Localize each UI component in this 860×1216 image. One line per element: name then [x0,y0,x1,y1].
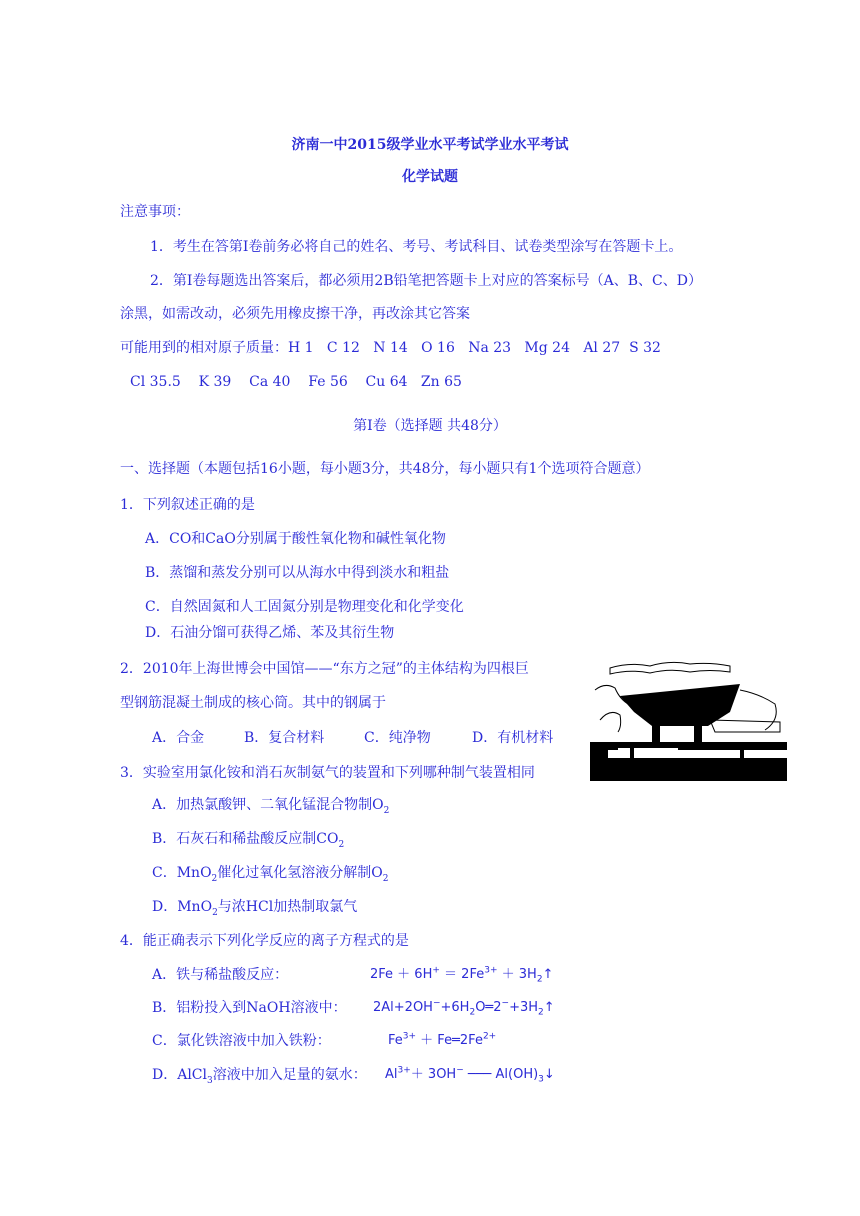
q4-option-a: A．铁与稀盐酸反应： [152,967,289,983]
atomic-mass-line-1: 可能用到的相对原子质量：H 1 C 12 N 14 O 16 Na 23 Mg 24 Al 27 S 32 [120,340,661,356]
notice-heading: 注意事项： [120,204,190,220]
q1-option-b: B．蒸馏和蒸发分别可以从海水中得到淡水和粗盐 [145,565,450,581]
q4-stem: 4．能正确表示下列化学反应的离子方程式的是 [120,933,409,949]
q3-stem: 3．实验室用氯化铵和消石灰制氨气的装置和下列哪种制气装置相同 [120,765,535,781]
notice-item-1: 1．考生在答第Ⅰ卷前务必将自己的姓名、考号、考试科目、试卷类型涂写在答题卡上。 [150,239,683,255]
q4-a-equation: $2Fe + 6H^+ = 2Fe^{3+}$ ＋ $3H_2↑$ [370,965,554,985]
q2-option-b: B．复合材料 [244,730,325,746]
q3-option-c: C．MnO$_2$催化过氧化氢溶液分解制$O_2$ [152,865,389,884]
atomic-mass-line-2: Cl 35.5 K 39 Ca 40 Fe 56 Cu 64 Zn 65 [130,374,462,390]
q3-option-b: B．石灰石和稀盐酸反应制$CO_2$ [152,831,345,850]
q2-option-a: A．合金 [152,730,205,746]
section-heading: 一、选择题（本题包括16小题，每小题3分，共48分，每小题只有1个选项符合题意） [120,461,650,477]
q3-option-d: D．MnO$_2$与浓HCl加热制取氯气 [152,899,358,918]
notice-item-2-cont: 涂黑，如需改动，必须先用橡皮擦干净，再改涂其它答案 [120,306,470,322]
q4-option-b: B．铝粉投入到NaOH溶液中： [152,1000,347,1016]
q4-b-equation: $2Al+2OH^-+6H_2O═2^-+3H_2↑$ [373,998,555,1018]
part-heading: 第Ⅰ卷（选择题 共48分） [353,418,507,434]
q4-option-d: D．AlCl$_3$溶液中加入足量的氨水： [152,1067,367,1086]
q4-d-equation: $Al^{3+}+ 3OH^-$ ─── $Al(OH)_3↓$ [385,1065,555,1085]
q2-stem-1: 2．2010年上海世博会中国馆——“东方之冠”的主体结构为四根巨 [120,661,529,677]
q3-option-a: A．加热氯酸钾、二氧化锰混合物制$O_2$ [152,797,390,816]
q1-option-a: A．CO和CaO分别属于酸性氧化物和碱性氧化物 [145,531,446,547]
q2-option-c: C．纯净物 [364,730,431,746]
q2-option-d: D．有机材料 [472,730,554,746]
exam-title: 济南一中2015级学业水平考试学业水平考试 [291,137,569,153]
exam-subtitle: 化学试题 [402,169,458,185]
q4-option-c: C．氯化铁溶液中加入铁粉： [152,1033,331,1049]
q1-stem: 1．下列叙述正确的是 [120,497,255,513]
q1-option-c: C．自然固氮和人工固氮分别是物理变化和化学变化 [145,599,464,615]
q4-c-equation: $Fe^{3+}$ ＋ $Fe═2Fe^{2+}$ [388,1031,497,1048]
notice-item-2: 2．第Ⅰ卷每题选出答案后，都必须用2B铅笔把答题卡上对应的答案标号（A、B、C、D） [150,273,702,289]
q1-option-d: D．石油分馏可获得乙烯、苯及其衍生物 [145,625,395,641]
china-pavilion-image [590,660,787,781]
q2-stem-2: 型钢筋混凝土制成的核心筒。其中的钢属于 [120,695,386,711]
